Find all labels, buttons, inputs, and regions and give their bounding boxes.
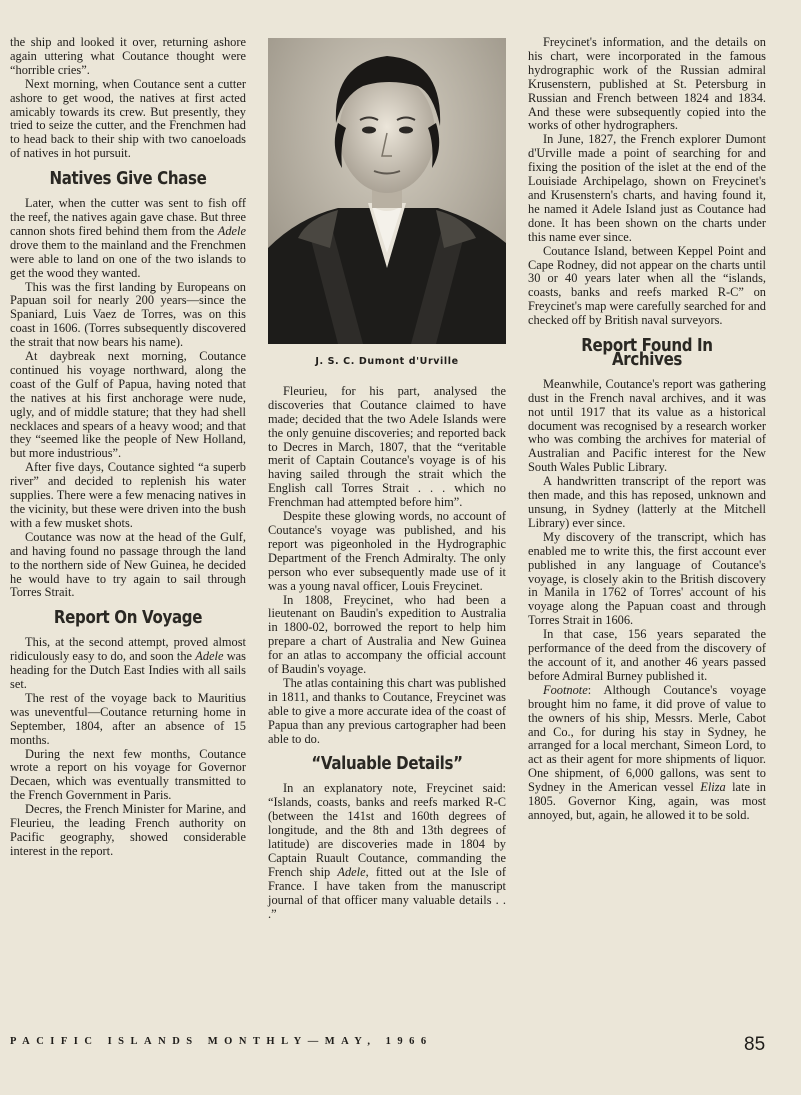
column-3: [528, 36, 766, 823]
portrait-illustration: [268, 38, 506, 344]
paragraph: Coutance Island, between Keppel Point and Cape Rodney, did not appear on the charts until 30 or 40 years later when all the “islands, coasts, banks and reefs marked R-C” on Freycinet's map were carefully searched for and checked off by British naval surveyors.: [528, 243, 766, 328]
paragraph: Later, when the cutter was sent to fish off the reef, the natives again gave chase. But three cannon shots fired behind them from the Adele drove them to the mainland and the Frenchmen were able to land on one of the two islands to get the wood they wanted.: [10, 196, 247, 280]
section-heading: Report Found In Archives: [581, 336, 713, 370]
paragraph: After five days, Coutance sighted “a superb river” and decided to replenish his water supplies. There were a few menacing natives in the vicinity, but these were driven into the bush with a few musket shots.: [10, 460, 246, 530]
photo-caption: J. S. C. Dumont d'Urville: [315, 356, 459, 367]
paragraph: Freycinet's information, and the details on his chart, were incorporated in the famous hydrographic work of the Russian admiral Krusenstern, published at St. Petersburg in Russian and French between 1824 and 1834. And these were subsequently copied into the works of other hydrographers.: [528, 35, 766, 133]
paragraph: Meanwhile, Coutance's report was gathering dust in the French naval archives, and it was not until 1917 that its value as a historical document was recognised by a research worker who was combing the archives for material of Australian and Pacific interest for the New South Wales Public Library.: [528, 376, 766, 475]
paragraph: In 1808, Freycinet, who had been a lieutenant on Baudin's expedition to Australia in 1800-02, borrowed the report to help him prepare a chart of Australia and New Guinea for an atlas to accompany the official account of Baudin's voyage.: [268, 592, 506, 677]
section-heading: Natives Give Chase: [49, 169, 207, 190]
section-heading: Report On Voyage: [53, 608, 203, 629]
paragraph: This was the first landing by Europeans on Papuan soil for nearly 200 years—since the Spaniard, Luis Vaez de Torres, was on this coast in 1606. (Torres subsequently discovered the strait that now bears his name).: [10, 279, 246, 350]
running-footer: PACIFIC ISLANDS MONTHLY—MAY, 1966: [10, 1036, 433, 1047]
paragraph: During the next few months, Coutance wrote a report on his voyage for Governor Decaen, which was eventually transmitted to the French Government in Paris.: [10, 746, 246, 803]
paragraph: Fleurieu, for his part, analysed the discoveries that Coutance claimed to have made; decided that the two Adele Islands were the only genuine discoveries; and reported back to Decres in March, 1807, that the “veritable merit of Captain Coutance's voyage is of his having sailed through the strait which the English call Torres Strait . . . which no Frenchman had attempted before him”.: [268, 383, 506, 510]
column-1: [10, 36, 246, 859]
footnote-label: Footnote: [543, 682, 588, 697]
paragraph: The rest of the voyage back to Mauritius was uneventful—Coutance returning home in September, 1804, after an absence of 15 months.: [10, 690, 246, 747]
ship-name: Adele: [195, 649, 224, 664]
paragraph: Coutance was now at the head of the Gulf, and having found no passage through the land to the northern side of New Guinea, he decided he would have to try again to sail through Torres Strait.: [10, 529, 246, 600]
paragraph: In an explanatory note, Freycinet said: “Islands, coasts, banks and reefs marked R-C (between the 141st and 160th degrees of longitude, and the 8th and 13th degrees of latitude) are discoveries made in 1804 by Captain Ruault Coutance, commanding the French ship Adele, fitted out at the Isle of France. I have taken from the manuscript journal of that officer many valuable details . . .”: [268, 781, 506, 921]
paragraph: This, at the second attempt, proved almost ridiculously easy to do, and soon the Adele was heading for the Dutch East Indies with all sails set.: [10, 635, 246, 691]
paragraph: A handwritten transcript of the report was then made, and this has reposed, unknown and unsung, in Sydney (latterly at the Mitchell Library) ever since.: [528, 474, 766, 530]
ship-name: Eliza: [700, 780, 726, 795]
paragraph: The atlas containing this chart was published in 1811, and thanks to Coutance, Freycinet was able to give a more accurate idea of the coast of Papua than any previous cartographer had been able to do.: [268, 675, 506, 746]
paragraph: My discovery of the transcript, which has enabled me to write this, the first account ever published in any language of Coutance's voyage, is closely akin to the British discovery in Manila in 1762 of Torres' account of his voyage along the Papuan coast and through Torres Strait in 1606.: [528, 529, 766, 628]
column-2: [268, 38, 506, 921]
section-heading: “Valuable Details”: [311, 754, 463, 775]
paragraph: Despite these glowing words, no account of Coutance's voyage was published, and his report was pigeonholed in the Hydrographic Department of the French Admiralty. The only person who ever subsequently made use of it was a young naval officer, Louis Freycinet.: [268, 509, 506, 593]
paragraph: Decres, the French Minister for Marine, and Fleurieu, the leading French authority on Pacific geography, showed considerable interest in the report.: [10, 802, 246, 858]
paragraph: In that case, 156 years separated the performance of the deed from the discovery of the account of it, and another 46 years passed before Admiral Burney published it.: [528, 627, 766, 683]
paragraph: At daybreak next morning, Coutance continued his voyage northward, along the coast of the Gulf of Papua, having noted that the natives at his first anchorage were nude, ugly, and of middle stature; that they had shell necklaces and spears of a heavy wood; and that they “seemed like the people of New Holland, but more industrious”.: [10, 349, 246, 461]
page-number: 85: [744, 1034, 766, 1055]
paragraph: the ship and looked it over, returning ashore again uttering what Coutance thought were “horrible cries”.: [10, 35, 246, 77]
paragraph: In June, 1827, the French explorer Dumont d'Urville made a point of searching for and fixing the position of the islet at the end of the Louisiade Archipelago, shown on Freycinet's and Krusenstern's charts, and having found it, he named it Adele Island just as Coutance had done. It has been shown on the charts under this name ever since.: [528, 132, 766, 244]
paragraph: Next morning, when Coutance sent a cutter ashore to get wood, the natives at first acted amicably towards its crew. But presently, they tried to seize the cutter, and the Frenchmen had to head back to their ship with two canoeloads of natives in hot pursuit.: [10, 76, 246, 161]
ship-name: Adele: [337, 864, 366, 879]
paragraph: Footnote: Although Coutance's voyage brought him no fame, it did prove of value to the owners of his ship, Messrs. Merle, Cabot and Co., for during his stay in Sydney, he arranged for a local merchant, Simeon Lord, to act as their agent for more shipments of liquor. One shipment, of 6,000 gallons, was sent to Sydney in the American vessel Eliza late in 1805. Governor King, again, was most annoyed, but, again, he allowed it to be sold.: [528, 682, 766, 822]
ship-name: Adele: [217, 223, 246, 238]
portrait-photo: [268, 38, 506, 344]
